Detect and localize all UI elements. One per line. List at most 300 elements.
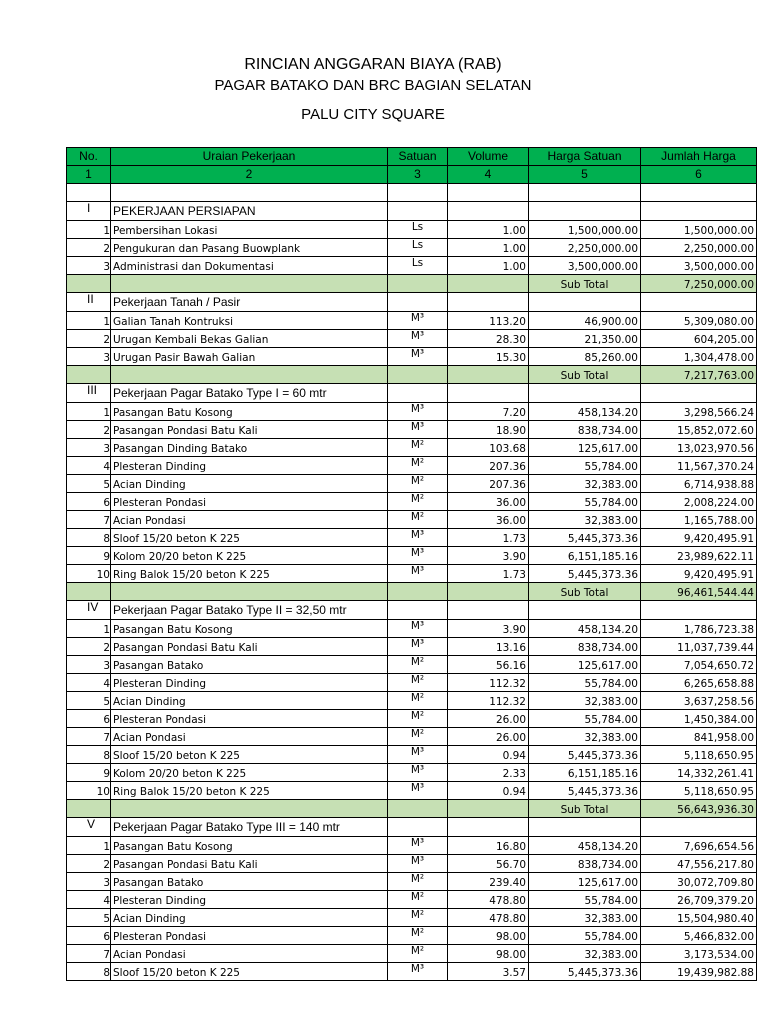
item-volume: 112.32 — [448, 674, 529, 692]
item-unit: M² — [388, 873, 448, 891]
item-volume: 478.80 — [448, 909, 529, 927]
table-row — [67, 891, 757, 909]
table-row — [67, 674, 757, 692]
item-volume: 1.00 — [448, 257, 529, 275]
table-row — [67, 638, 757, 656]
item-unit-price: 55,784.00 — [529, 493, 641, 511]
subtotal-row — [67, 583, 757, 601]
empty-cell — [641, 384, 757, 403]
project-name: PALU CITY SQUARE — [301, 106, 445, 123]
section-header-row — [67, 384, 757, 403]
table-row — [67, 873, 757, 891]
item-unit-price: 125,617.00 — [529, 873, 641, 891]
item-volume: 207.36 — [448, 457, 529, 475]
empty-cell — [641, 818, 757, 837]
item-name: Acian Pondasi — [111, 945, 388, 963]
table-row — [67, 457, 757, 475]
item-name: Administrasi dan Dokumentasi — [111, 257, 388, 275]
column-header-row — [67, 148, 757, 166]
item-number: 2 — [67, 330, 111, 348]
item-unit: M³ — [388, 855, 448, 873]
item-number: 2 — [67, 239, 111, 257]
col-header-uraian: Uraian Pekerjaan — [111, 148, 388, 166]
item-total: 6,265,658.88 — [641, 674, 757, 692]
section-number: II — [67, 293, 111, 312]
col-header-jumlah-harga: Jumlah Harga — [641, 148, 757, 166]
item-name: Pasangan Batu Kosong — [111, 403, 388, 421]
empty-cell — [529, 601, 641, 620]
item-total: 19,439,982.88 — [641, 963, 757, 981]
table-row — [67, 837, 757, 855]
empty-cell — [448, 601, 529, 620]
item-unit-price: 3,500,000.00 — [529, 257, 641, 275]
item-volume: 239.40 — [448, 873, 529, 891]
item-unit: M³ — [388, 963, 448, 981]
table-row — [67, 855, 757, 873]
section-header-row — [67, 601, 757, 620]
item-name: Sloof 15/20 beton K 225 — [111, 963, 388, 981]
item-unit: M² — [388, 674, 448, 692]
item-total: 47,556,217.80 — [641, 855, 757, 873]
item-number: 4 — [67, 457, 111, 475]
empty-cell — [388, 202, 448, 221]
item-total: 13,023,970.56 — [641, 439, 757, 457]
empty-cell — [111, 366, 388, 384]
item-volume: 16.80 — [448, 837, 529, 855]
item-unit: M² — [388, 511, 448, 529]
item-unit: M² — [388, 692, 448, 710]
item-name: Sloof 15/20 beton K 225 — [111, 529, 388, 547]
empty-cell — [641, 601, 757, 620]
subtotal-label: Sub Total — [529, 800, 641, 818]
item-unit: Ls — [388, 257, 448, 275]
item-number: 6 — [67, 710, 111, 728]
empty-cell — [448, 202, 529, 221]
item-number: 5 — [67, 692, 111, 710]
item-unit-price: 838,734.00 — [529, 421, 641, 439]
empty-cell — [388, 384, 448, 403]
item-unit-price: 6,151,185.16 — [529, 764, 641, 782]
empty-cell — [388, 583, 448, 601]
subtotal-value: 7,250,000.00 — [641, 275, 757, 293]
item-volume: 0.94 — [448, 782, 529, 800]
item-name: Urugan Pasir Bawah Galian — [111, 348, 388, 366]
item-total: 3,298,566.24 — [641, 403, 757, 421]
item-unit-price: 5,445,373.36 — [529, 746, 641, 764]
table-row — [67, 547, 757, 565]
item-unit-price: 458,134.20 — [529, 403, 641, 421]
item-volume: 7.20 — [448, 403, 529, 421]
item-number: 2 — [67, 421, 111, 439]
empty-cell — [448, 275, 529, 293]
empty-cell — [67, 366, 111, 384]
item-name: Pasangan Batu Kosong — [111, 620, 388, 638]
item-unit: Ls — [388, 239, 448, 257]
item-volume: 3.57 — [448, 963, 529, 981]
item-volume: 113.20 — [448, 312, 529, 330]
item-volume: 112.32 — [448, 692, 529, 710]
item-volume: 478.80 — [448, 891, 529, 909]
table-row — [67, 312, 757, 330]
item-total: 7,054,650.72 — [641, 656, 757, 674]
section-title: Pekerjaan Pagar Batako Type II = 32,50 mtr — [111, 601, 388, 620]
item-total: 841,958.00 — [641, 728, 757, 746]
empty-cell — [388, 818, 448, 837]
item-unit-price: 32,383.00 — [529, 728, 641, 746]
item-number: 1 — [67, 312, 111, 330]
table-row — [67, 348, 757, 366]
empty-cell — [388, 275, 448, 293]
item-unit-price: 55,784.00 — [529, 457, 641, 475]
item-number: 6 — [67, 493, 111, 511]
item-number: 3 — [67, 656, 111, 674]
empty-cell — [448, 800, 529, 818]
item-volume: 98.00 — [448, 945, 529, 963]
item-unit-price: 21,350.00 — [529, 330, 641, 348]
item-volume: 1.73 — [448, 565, 529, 583]
blank-row — [67, 184, 757, 202]
item-number: 8 — [67, 746, 111, 764]
item-unit: M² — [388, 945, 448, 963]
item-volume: 36.00 — [448, 493, 529, 511]
item-unit: M³ — [388, 837, 448, 855]
empty-cell — [529, 293, 641, 312]
item-name: Pasangan Batako — [111, 873, 388, 891]
item-unit-price: 5,445,373.36 — [529, 782, 641, 800]
table-row — [67, 728, 757, 746]
item-unit-price: 55,784.00 — [529, 927, 641, 945]
item-total: 1,786,723.38 — [641, 620, 757, 638]
table-row — [67, 439, 757, 457]
item-number: 7 — [67, 511, 111, 529]
item-name: Ring Balok 15/20 beton K 225 — [111, 782, 388, 800]
item-volume: 36.00 — [448, 511, 529, 529]
col-number: 3 — [388, 166, 448, 184]
table-row — [67, 239, 757, 257]
item-number: 7 — [67, 945, 111, 963]
empty-cell — [448, 583, 529, 601]
item-unit: M³ — [388, 403, 448, 421]
item-name: Kolom 20/20 beton K 225 — [111, 547, 388, 565]
table-row — [67, 692, 757, 710]
item-unit: M³ — [388, 782, 448, 800]
table-row — [67, 565, 757, 583]
item-volume: 13.16 — [448, 638, 529, 656]
item-total: 23,989,622.11 — [641, 547, 757, 565]
item-volume: 26.00 — [448, 728, 529, 746]
empty-cell — [111, 275, 388, 293]
item-name: Kolom 20/20 beton K 225 — [111, 764, 388, 782]
item-total: 11,567,370.24 — [641, 457, 757, 475]
item-name: Pasangan Batako — [111, 656, 388, 674]
table-row — [67, 764, 757, 782]
document-subtitle: PAGAR BATAKO DAN BRC BAGIAN SELATAN — [214, 77, 532, 94]
item-name: Acian Dinding — [111, 475, 388, 493]
table-row — [67, 945, 757, 963]
item-unit-price: 32,383.00 — [529, 909, 641, 927]
item-unit-price: 32,383.00 — [529, 511, 641, 529]
empty-cell — [111, 583, 388, 601]
item-name: Sloof 15/20 beton K 225 — [111, 746, 388, 764]
col-header-volume: Volume — [448, 148, 529, 166]
empty-cell — [67, 275, 111, 293]
item-volume: 103.68 — [448, 439, 529, 457]
item-total: 1,165,788.00 — [641, 511, 757, 529]
item-number: 1 — [67, 837, 111, 855]
item-total: 5,118,650.95 — [641, 746, 757, 764]
document-title: RINCIAN ANGGARAN BIAYA (RAB) — [244, 56, 502, 73]
table-row — [67, 927, 757, 945]
item-unit: M² — [388, 909, 448, 927]
section-number: III — [67, 384, 111, 403]
item-volume: 0.94 — [448, 746, 529, 764]
item-volume: 1.00 — [448, 221, 529, 239]
table-row — [67, 710, 757, 728]
section-title: PEKERJAAN PERSIAPAN — [111, 202, 388, 221]
item-total: 604,205.00 — [641, 330, 757, 348]
item-unit: M² — [388, 891, 448, 909]
empty-cell — [529, 384, 641, 403]
item-unit: M² — [388, 710, 448, 728]
section-header-row — [67, 202, 757, 221]
section-number: IV — [67, 601, 111, 620]
item-unit: M² — [388, 457, 448, 475]
item-unit-price: 46,900.00 — [529, 312, 641, 330]
item-unit-price: 32,383.00 — [529, 945, 641, 963]
item-volume: 1.73 — [448, 529, 529, 547]
section-title: Pekerjaan Pagar Batako Type I = 60 mtr — [111, 384, 388, 403]
item-volume: 26.00 — [448, 710, 529, 728]
item-unit: M² — [388, 728, 448, 746]
item-name: Ring Balok 15/20 beton K 225 — [111, 565, 388, 583]
item-number: 4 — [67, 891, 111, 909]
empty-cell — [448, 384, 529, 403]
item-volume: 28.30 — [448, 330, 529, 348]
col-number: 4 — [448, 166, 529, 184]
item-number: 3 — [67, 439, 111, 457]
item-volume: 2.33 — [448, 764, 529, 782]
item-number: 1 — [67, 221, 111, 239]
item-name: Pengukuran dan Pasang Buowplank — [111, 239, 388, 257]
section-number: I — [67, 202, 111, 221]
empty-cell — [529, 818, 641, 837]
item-name: Pasangan Pondasi Batu Kali — [111, 855, 388, 873]
item-volume: 98.00 — [448, 927, 529, 945]
section-title: Pekerjaan Pagar Batako Type III = 140 mtr — [111, 818, 388, 837]
col-header-no: No. — [67, 148, 111, 166]
item-total: 3,500,000.00 — [641, 257, 757, 275]
item-unit: M³ — [388, 547, 448, 565]
item-unit-price: 32,383.00 — [529, 475, 641, 493]
table-row — [67, 421, 757, 439]
item-unit-price: 838,734.00 — [529, 855, 641, 873]
item-total: 9,420,495.91 — [641, 565, 757, 583]
item-unit-price: 125,617.00 — [529, 439, 641, 457]
table-row — [67, 403, 757, 421]
table-row — [67, 257, 757, 275]
empty-cell — [641, 293, 757, 312]
item-name: Pasangan Pondasi Batu Kali — [111, 421, 388, 439]
item-total: 7,696,654.56 — [641, 837, 757, 855]
item-volume: 207.36 — [448, 475, 529, 493]
item-number: 2 — [67, 638, 111, 656]
col-number: 6 — [641, 166, 757, 184]
table-row — [67, 493, 757, 511]
item-total: 5,466,832.00 — [641, 927, 757, 945]
table-row — [67, 529, 757, 547]
empty-cell — [67, 583, 111, 601]
empty-cell — [67, 800, 111, 818]
empty-cell — [388, 800, 448, 818]
item-unit: M³ — [388, 638, 448, 656]
item-total: 14,332,261.41 — [641, 764, 757, 782]
item-unit-price: 2,250,000.00 — [529, 239, 641, 257]
empty-cell — [111, 800, 388, 818]
item-unit-price: 458,134.20 — [529, 620, 641, 638]
table-row — [67, 620, 757, 638]
item-name: Pasangan Batu Kosong — [111, 837, 388, 855]
empty-cell — [641, 202, 757, 221]
item-unit: M² — [388, 927, 448, 945]
item-volume: 1.00 — [448, 239, 529, 257]
table-row — [67, 475, 757, 493]
empty-cell — [448, 818, 529, 837]
item-unit: M² — [388, 656, 448, 674]
table-row — [67, 746, 757, 764]
item-total: 15,504,980.40 — [641, 909, 757, 927]
item-volume: 56.70 — [448, 855, 529, 873]
item-unit: M³ — [388, 764, 448, 782]
item-number: 9 — [67, 764, 111, 782]
item-number: 7 — [67, 728, 111, 746]
item-volume: 15.30 — [448, 348, 529, 366]
item-unit-price: 55,784.00 — [529, 891, 641, 909]
item-name: Plesteran Dinding — [111, 457, 388, 475]
item-total: 15,852,072.60 — [641, 421, 757, 439]
item-unit: M³ — [388, 348, 448, 366]
item-number: 8 — [67, 963, 111, 981]
item-number: 5 — [67, 909, 111, 927]
item-unit: M³ — [388, 746, 448, 764]
rab-table — [66, 147, 757, 981]
item-total: 11,037,739.44 — [641, 638, 757, 656]
column-number-row — [67, 166, 757, 184]
subtotal-label: Sub Total — [529, 366, 641, 384]
item-unit-price: 838,734.00 — [529, 638, 641, 656]
item-unit: M³ — [388, 421, 448, 439]
item-unit: M³ — [388, 529, 448, 547]
col-number: 5 — [529, 166, 641, 184]
item-name: Acian Pondasi — [111, 728, 388, 746]
subtotal-label: Sub Total — [529, 583, 641, 601]
item-number: 10 — [67, 565, 111, 583]
item-unit-price: 458,134.20 — [529, 837, 641, 855]
table-row — [67, 656, 757, 674]
item-unit: M² — [388, 475, 448, 493]
item-number: 4 — [67, 674, 111, 692]
item-unit-price: 55,784.00 — [529, 710, 641, 728]
col-header-harga-satuan: Harga Satuan — [529, 148, 641, 166]
empty-cell — [388, 293, 448, 312]
subtotal-value: 7,217,763.00 — [641, 366, 757, 384]
empty-cell — [388, 366, 448, 384]
item-unit: M³ — [388, 330, 448, 348]
item-name: Galian Tanah Kontruksi — [111, 312, 388, 330]
table-row — [67, 330, 757, 348]
item-unit: M³ — [388, 312, 448, 330]
item-unit: M³ — [388, 620, 448, 638]
item-name: Pasangan Pondasi Batu Kali — [111, 638, 388, 656]
item-unit-price: 125,617.00 — [529, 656, 641, 674]
item-unit-price: 6,151,185.16 — [529, 547, 641, 565]
item-unit-price: 55,784.00 — [529, 674, 641, 692]
subtotal-value: 56,643,936.30 — [641, 800, 757, 818]
item-total: 3,173,534.00 — [641, 945, 757, 963]
table-row — [67, 221, 757, 239]
subtotal-row — [67, 366, 757, 384]
item-number: 9 — [67, 547, 111, 565]
item-total: 1,304,478.00 — [641, 348, 757, 366]
col-number: 1 — [67, 166, 111, 184]
empty-cell — [448, 293, 529, 312]
item-number: 3 — [67, 257, 111, 275]
item-total: 6,714,938.88 — [641, 475, 757, 493]
section-title: Pekerjaan Tanah / Pasir — [111, 293, 388, 312]
item-volume: 56.16 — [448, 656, 529, 674]
item-number: 10 — [67, 782, 111, 800]
item-total: 1,500,000.00 — [641, 221, 757, 239]
table-row — [67, 511, 757, 529]
item-number: 8 — [67, 529, 111, 547]
item-unit-price: 5,445,373.36 — [529, 963, 641, 981]
item-name: Acian Dinding — [111, 909, 388, 927]
item-name: Acian Pondasi — [111, 511, 388, 529]
section-header-row — [67, 818, 757, 837]
table-row — [67, 963, 757, 981]
empty-cell — [448, 366, 529, 384]
item-unit-price: 1,500,000.00 — [529, 221, 641, 239]
subtotal-row — [67, 800, 757, 818]
item-name: Plesteran Pondasi — [111, 493, 388, 511]
item-total: 2,250,000.00 — [641, 239, 757, 257]
item-number: 1 — [67, 620, 111, 638]
item-total: 5,309,080.00 — [641, 312, 757, 330]
col-header-satuan: Satuan — [388, 148, 448, 166]
empty-cell — [529, 202, 641, 221]
item-number: 6 — [67, 927, 111, 945]
col-number: 2 — [111, 166, 388, 184]
item-name: Urugan Kembali Bekas Galian — [111, 330, 388, 348]
subtotal-row — [67, 275, 757, 293]
item-total: 3,637,258.56 — [641, 692, 757, 710]
item-volume: 18.90 — [448, 421, 529, 439]
item-unit: M² — [388, 493, 448, 511]
item-unit: Ls — [388, 221, 448, 239]
item-unit: M³ — [388, 565, 448, 583]
empty-cell — [388, 601, 448, 620]
item-unit-price: 5,445,373.36 — [529, 529, 641, 547]
item-unit-price: 32,383.00 — [529, 692, 641, 710]
item-total: 2,008,224.00 — [641, 493, 757, 511]
item-number: 2 — [67, 855, 111, 873]
subtotal-value: 96,461,544.44 — [641, 583, 757, 601]
item-number: 3 — [67, 873, 111, 891]
table-row — [67, 782, 757, 800]
item-unit-price: 5,445,373.36 — [529, 565, 641, 583]
item-total: 9,420,495.91 — [641, 529, 757, 547]
item-volume: 3.90 — [448, 620, 529, 638]
item-name: Acian Dinding — [111, 692, 388, 710]
